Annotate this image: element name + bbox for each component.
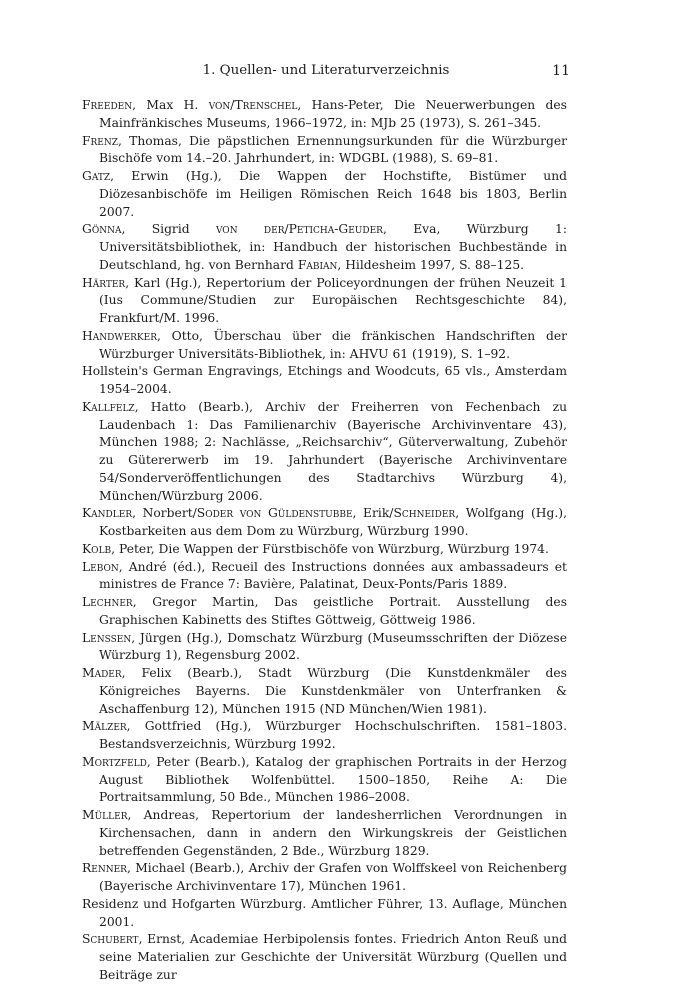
bibliography-entry — [82, 896, 567, 932]
entry-text: , Andreas, Repertorium der landesherrlichen Verordnungen in Kirchensachen, dann in andern den Wirkungskreis der Geistlichen betreffenden Gegenständen, 2 Bde., Würzburg 1829. — [99, 808, 567, 858]
author-name: Kallfelz — [82, 399, 135, 414]
author-name: Freeden — [82, 98, 133, 112]
entry-text: , Max H. — [132, 98, 209, 112]
author-name: Schneider — [393, 506, 456, 521]
author-name: von der/Peticha-Geuder — [215, 222, 383, 237]
bibliography-entry — [82, 168, 567, 221]
author-name: Gönna — [82, 222, 122, 237]
bibliography-entry — [82, 860, 567, 896]
bibliography-entry — [82, 97, 567, 133]
author-name: Mälzer — [82, 719, 127, 734]
author-name: Lechner — [82, 595, 133, 609]
bibliography-list — [82, 97, 567, 985]
author-name: Härter — [82, 275, 126, 290]
bibliography-entry — [82, 559, 567, 595]
entry-text: , Norbert/ — [132, 506, 197, 521]
entry-text: , Felix (Bearb.), Stadt Würzburg (Die Kunstdenkmäler des Königreiches Bayerns. Die Kunstdenkmäler von Unterfranken & Aschaffenburg 12), München 1915 (ND München/Wien 1981). — [99, 666, 567, 716]
bibliography-entry — [82, 630, 567, 666]
entry-text: , Wolfgang (Hg.), Kostbarkeiten aus dem Dom zu Würzburg, Würzburg 1990. — [99, 506, 567, 538]
bibliography-entry — [82, 133, 567, 169]
author-name: Gatz — [82, 169, 111, 183]
bibliography-entry — [82, 665, 567, 718]
entry-text: , Thomas, Die päpstlichen Ernennungsurkunden für die Würzburger Bischöfe vom 14.–20. Jahrhundert, in: WDGBL (1988), S. 69–81. — [99, 133, 567, 166]
entry-text: , Peter, Die Wappen der Fürstbischöfe von Würzburg, Würzburg 1974. — [111, 541, 549, 556]
entry-text: , Michael (Bearb.), Archiv der Grafen von Wolffskeel von Reichenberg (Bayerische Archivinventare 17), München 1961. — [99, 861, 567, 893]
bibliography-entry — [82, 541, 567, 559]
bibliography-entry — [82, 594, 567, 630]
bibliography-entry — [82, 363, 567, 399]
entry-text: , Erik/ — [352, 506, 394, 521]
entry-text: , Hildesheim 1997, S. 88–125. — [337, 257, 525, 272]
author-name: Schubert — [82, 932, 139, 947]
bibliography-entry — [82, 718, 567, 754]
entry-text: , Gottfried (Hg.), Würzburger Hochschulschriften. 1581–1803. Bestandsverzeichnis, Würzburg 1992. — [99, 719, 567, 751]
entry-text: , Karl (Hg.), Repertorium der Policeyordnungen der frühen Neuzeit 1 (Ius Commune/Studien zur Europäischen Rechtsgeschichte 84), Frankfurt/M. 1996. — [99, 275, 567, 325]
bibliography-entry — [82, 505, 567, 541]
running-title: 1. Quellen- und Literaturverzeichnis — [202, 63, 450, 78]
entry-text: , Ernst, Academiae Herbipolensis fontes. Friedrich Anton Reuß und seine Materialien zur Geschichte der Universität Würzburg (Quellen und Beiträge zur — [99, 932, 567, 982]
running-head — [82, 61, 570, 81]
author-name: von/Trenschel — [208, 98, 298, 112]
author-name: Frenz — [82, 133, 119, 148]
author-name: Lenssen — [82, 630, 132, 645]
entry-text: , Sigrid — [121, 222, 216, 237]
entry-text: , Hatto (Bearb.), Archiv der Freiherren von Fechenbach zu Laudenbach 1: Das Familienarchiv (Bayerische Archivinventare 43), München 1988; 2: Nachlässe, „Reichsarchiv“, Güterverwaltung, Zubehör zu Gütererwerb im 19. Jahrhundert (Bayerische Archivinventare 54/Sonderveröffentlichungen des Stadtarchivs Würzburg 4), München/Würzburg 2006. — [99, 399, 567, 503]
entry-text: , Peter (Bearb.), Katalog der graphischen Portraits in der Herzog August Bibliothek Wolfenbüttel. 1500–1850, Reihe A: Die Portraitsammlung, 50 Bde., München 1986–2008. — [99, 754, 567, 805]
entry-text: , Hans-Peter, Die Neuerwerbungen des Mainfränkisches Museums, 1966–1972, in: MJb 25 (1973), S. 261–345. — [99, 98, 567, 130]
author-name: Renner — [82, 861, 127, 876]
entry-text: , Eva, Würzburg 1: Universitätsbibliothek, in: Handbuch der historischen Buchbestände in Deutschland, hg. von Bernhard — [99, 222, 567, 272]
author-name: Lebon — [82, 559, 119, 574]
author-name: Fabian — [297, 257, 338, 272]
bibliography-entry — [82, 328, 567, 364]
page-number: 11 — [552, 63, 570, 79]
author-name: Handwerker — [82, 328, 157, 343]
bibliography-entry — [82, 221, 567, 274]
entry-text: Hollstein's German Engravings, Etchings and Woodcuts, 65 vls., Amsterdam 1954–2004. — [82, 364, 567, 396]
author-name: Kolb — [82, 541, 112, 556]
bibliography-entry — [82, 754, 567, 807]
author-name: Mortzfeld — [82, 754, 147, 769]
entry-text: , Gregor Martin, Das geistliche Portrait. Ausstellung des Graphischen Kabinetts des Stiftes Göttweig, Göttweig 1986. — [99, 595, 567, 627]
bibliography-entry — [82, 399, 567, 506]
entry-text: , Erwin (Hg.), Die Wappen der Hochstifte, Bistümer und Diözesanbischöfe im Heiligen Römischen Reich 1648 bis 1803, Berlin 2007. — [99, 169, 567, 219]
author-name: Müller — [82, 808, 128, 822]
bibliography-entry — [82, 931, 567, 984]
entry-text: , Jürgen (Hg.), Domschatz Würzburg (Museumsschriften der Diözese Würzburg 1), Regensburg 2002. — [99, 630, 567, 663]
entry-text: , André (éd.), Recueil des Instructions données aux ambassadeurs et ministres de France 7: Bavière, Palatinat, Deux-Ponts/Paris 1889. — [99, 559, 567, 592]
entry-text: , Otto, Überschau über die fränkischen Handschriften der Würzburger Universitäts-Bibliothek, in: AHVU 61 (1919), S. 1–92. — [99, 328, 567, 361]
entry-text: Residenz und Hofgarten Würzburg. Amtlicher Führer, 13. Auflage, München 2001. — [82, 896, 567, 929]
bibliography-entry — [82, 807, 567, 860]
author-name: Mader — [82, 666, 122, 680]
bibliography-entry — [82, 275, 567, 328]
author-name: Soder von Güldenstubbe — [196, 506, 353, 521]
author-name: Kandler — [82, 506, 133, 521]
